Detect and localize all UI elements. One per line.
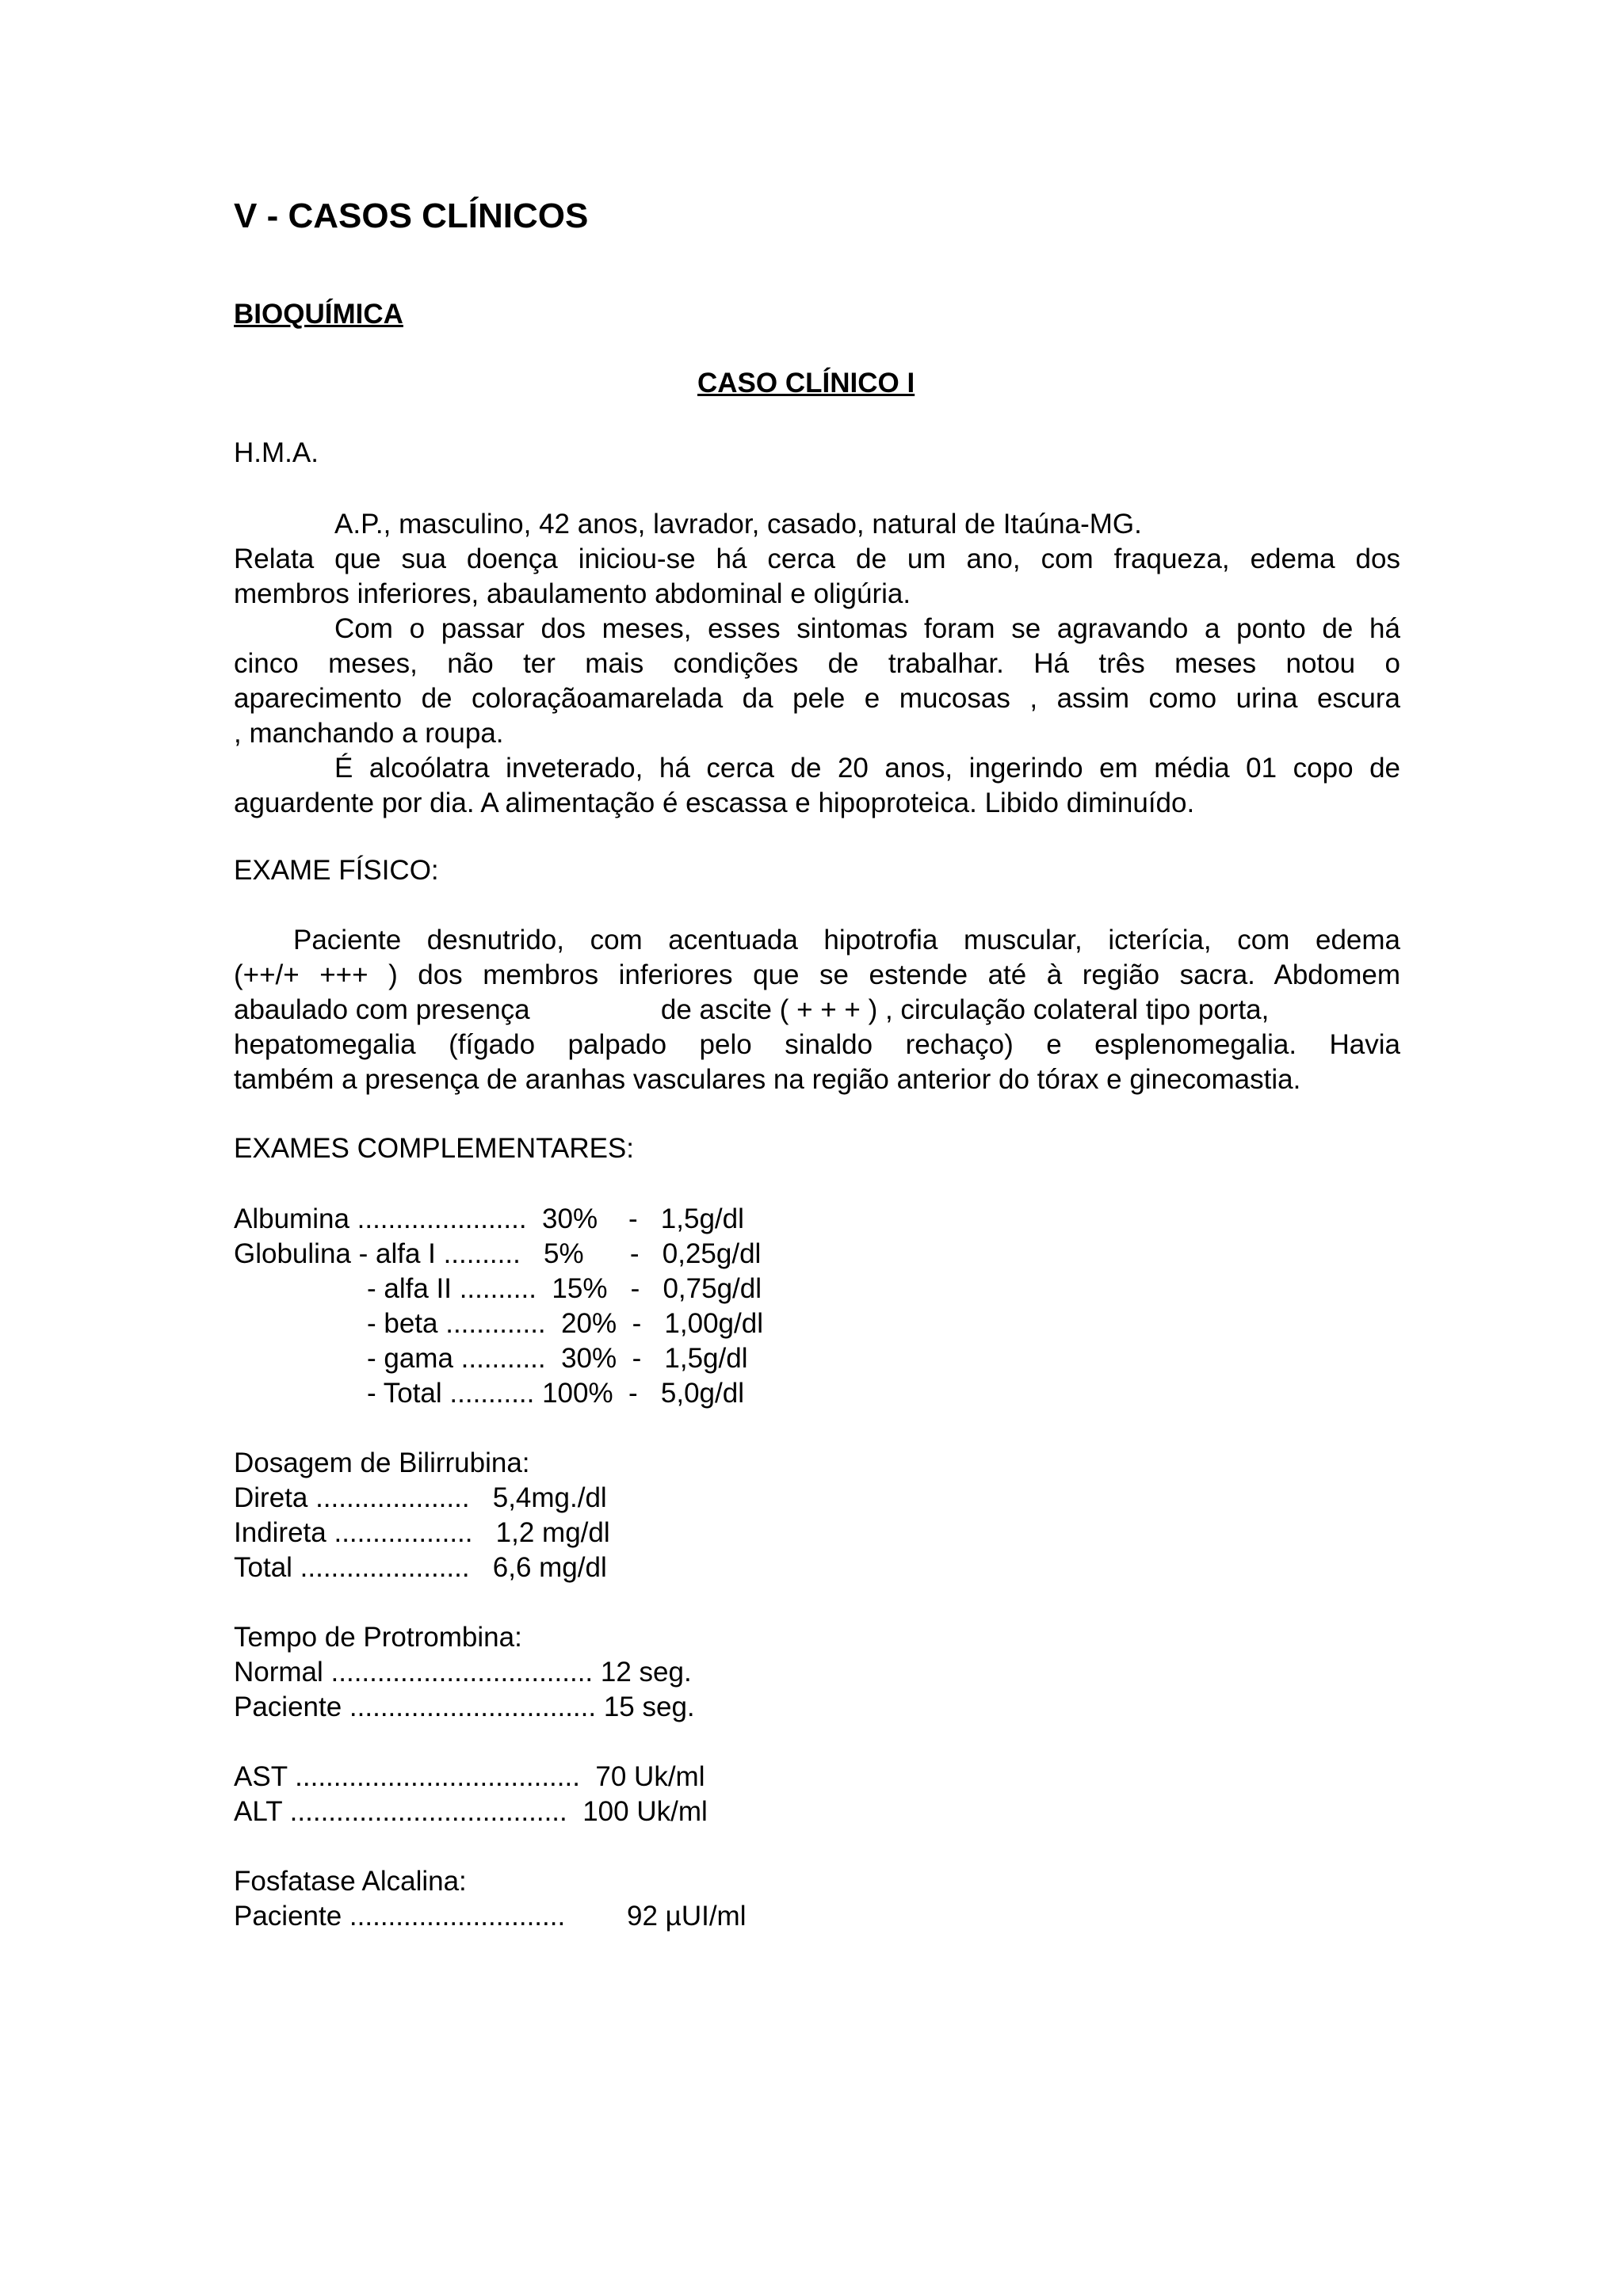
hma-line: membros inferiores, abaulamento abdominal e oligúria. — [234, 578, 911, 609]
lab-row-ast: AST ..................................... 70 Uk/ml — [234, 1761, 705, 1792]
exame-fisico-line: Paciente desnutrido, com acentuada hipotrofia muscular, icterícia, com edema — [293, 925, 1400, 955]
exame-fisico-line: (++/+ +++ ) dos membros inferiores que se estende até à região sacra. Abdomem — [234, 959, 1400, 990]
exame-fisico-line: também a presença de aranhas vasculares na região anterior do tórax e ginecomastia. — [234, 1064, 1301, 1095]
lab-row-direta: Direta .................... 5,4mg./dl — [234, 1482, 607, 1513]
hma-label: H.M.A. — [234, 437, 319, 468]
exames-label: EXAMES COMPLEMENTARES: — [234, 1133, 635, 1164]
hma-paragraph — [234, 507, 1400, 821]
hma-line: aparecimento de coloraçãoamarelada da pele e mucosas , assim como urina escura — [234, 683, 1400, 714]
lab-row-normal: Normal .................................. 12 seg. — [234, 1657, 692, 1688]
hma-line: Com o passar dos meses, esses sintomas foram se agravando a ponto de há — [334, 613, 1400, 644]
hma-line: , manchando a roupa. — [234, 718, 504, 749]
lab-row-fosfatase-paciente: Paciente ............................ 92 µUI/ml — [234, 1901, 747, 1932]
lab-row-alfa2: - alfa II .......... 15% - 0,75g/dl — [367, 1273, 762, 1304]
hma-line: É alcoólatra inveterado, há cerca de 20 anos, ingerindo em média 01 copo de — [334, 753, 1400, 784]
lab-row-alt: ALT .................................... 100 Uk/ml — [234, 1796, 708, 1827]
exame-fisico-paragraph — [234, 923, 1400, 1097]
hma-line: aguardente por dia. A alimentação é escassa e hipoproteica. Libido diminuído. — [234, 788, 1195, 818]
hma-line: cinco meses, não ter mais condições de trabalhar. Há três meses notou o — [234, 648, 1400, 679]
hma-line: Relata que sua doença iniciou-se há cerca de um ano, com fraqueza, edema dos — [234, 543, 1400, 574]
page-title: V - CASOS CLÍNICOS — [234, 196, 589, 235]
exame-fisico-line: hepatomegalia (fígado palpado pelo sinaldo rechaço) e esplenomegalia. Havia — [234, 1029, 1400, 1060]
exame-fisico-label: EXAME FÍSICO: — [234, 855, 439, 886]
case-title: CASO CLÍNICO I — [697, 368, 915, 399]
lab-row-beta: - beta ............. 20% - 1,00g/dl — [367, 1308, 763, 1339]
hma-line: A.P., masculino, 42 anos, lavrador, casado, natural de Itaúna-MG. — [334, 509, 1142, 540]
protrombina-label: Tempo de Protrombina: — [234, 1622, 522, 1653]
lab-row-total: - Total ........... 100% - 5,0g/dl — [367, 1378, 744, 1409]
lab-row-indireta: Indireta .................. 1,2 mg/dl — [234, 1517, 610, 1548]
lab-row-bili-total: Total ...................... 6,6 mg/dl — [234, 1552, 607, 1583]
lab-row-gama: - gama ........... 30% - 1,5g/dl — [367, 1343, 748, 1374]
fosfatase-label: Fosfatase Alcalina: — [234, 1866, 467, 1897]
exame-fisico-line: abaulado com presença de ascite ( + + + ) , circulação colateral tipo porta, — [234, 994, 1270, 1025]
lab-row-paciente: Paciente ................................ 15 seg. — [234, 1691, 695, 1722]
section-heading: BIOQUÍMICA — [234, 299, 403, 330]
lab-row-globulina-alfa1: Globulina - alfa I .......... 5% - 0,25g/dl — [234, 1238, 762, 1269]
bilirrubina-label: Dosagem de Bilirrubina: — [234, 1447, 530, 1478]
lab-row-albumina: Albumina ...................... 30% - 1,5g/dl — [234, 1203, 744, 1234]
